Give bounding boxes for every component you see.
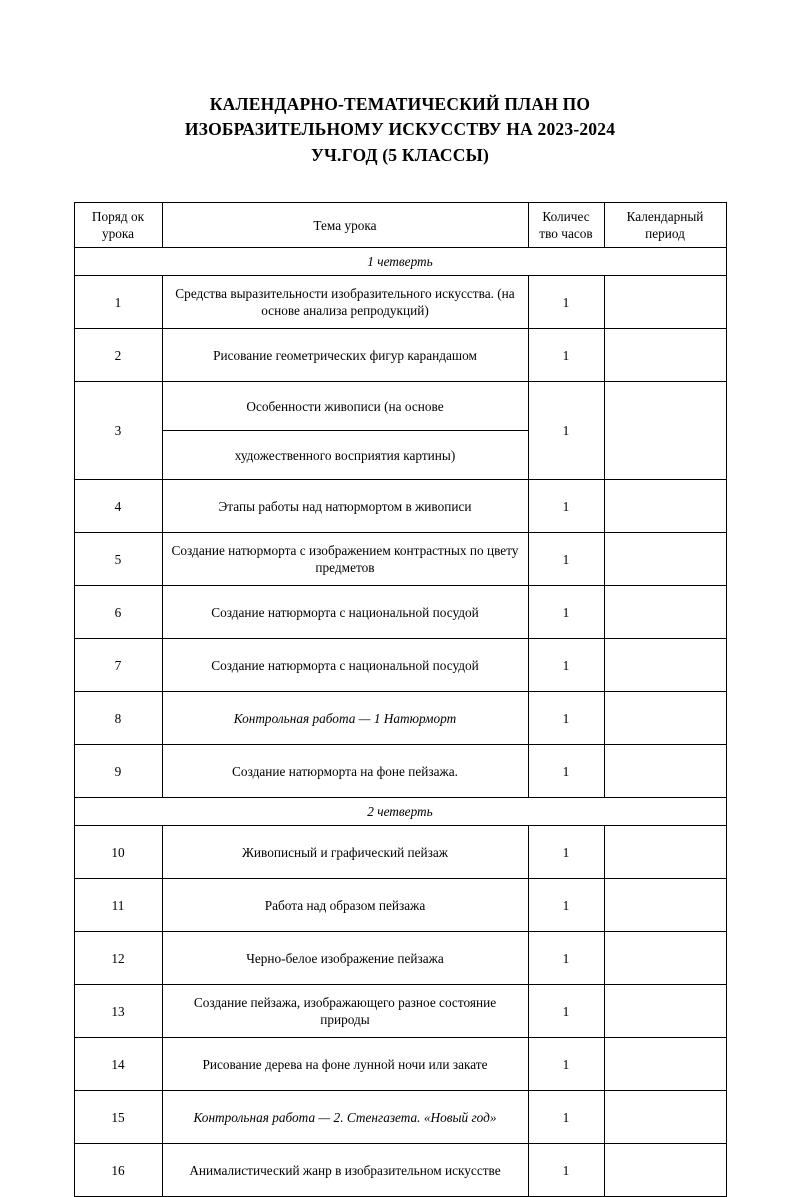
cell-hours: 1: [528, 1144, 604, 1197]
table-row: [74, 586, 726, 639]
header-hours: Количес тво часов: [528, 203, 604, 248]
cell-hours: 1: [528, 533, 604, 586]
cell-period: [604, 692, 726, 745]
cell-theme: Рисование геометрических фигур карандашом: [162, 329, 528, 382]
cell-theme: Анималистический жанр в изобразительном искусстве: [162, 1144, 528, 1197]
cell-order: 5: [74, 533, 162, 586]
cell-hours: 1: [528, 480, 604, 533]
cell-hours: 1: [528, 586, 604, 639]
header-order: Поряд ок урока: [74, 203, 162, 248]
table-row: [74, 1038, 726, 1091]
table-row: [74, 382, 726, 431]
table-body: [74, 248, 726, 1197]
table-row: [74, 1144, 726, 1197]
cell-period: [604, 1038, 726, 1091]
header-theme: Тема урока: [162, 203, 528, 248]
table-header-row: [74, 203, 726, 248]
cell-period: [604, 932, 726, 985]
cell-theme: Рисование дерева на фоне лунной ночи или закате: [162, 1038, 528, 1091]
table-row: [74, 639, 726, 692]
cell-period: [604, 985, 726, 1038]
cell-period: [604, 382, 726, 480]
cell-hours: 1: [528, 329, 604, 382]
table-row: [74, 480, 726, 533]
cell-period: [604, 480, 726, 533]
cell-order: 13: [74, 985, 162, 1038]
cell-order: 6: [74, 586, 162, 639]
cell-order: 15: [74, 1091, 162, 1144]
cell-period: [604, 639, 726, 692]
cell-period: [604, 879, 726, 932]
cell-theme: Работа над образом пейзажа: [162, 879, 528, 932]
table-row: [74, 985, 726, 1038]
cell-order: 7: [74, 639, 162, 692]
cell-hours: 1: [528, 745, 604, 798]
table-row: [74, 533, 726, 586]
cell-theme: Создание натюрморта с изображением контрастных по цвету предметов: [162, 533, 528, 586]
cell-order: 8: [74, 692, 162, 745]
section-heading-row: [74, 248, 726, 276]
header-period: Календарный период: [604, 203, 726, 248]
table-row: [74, 932, 726, 985]
table-row: [74, 879, 726, 932]
cell-theme: Контрольная работа — 2. Стенгазета. «Новый год»: [162, 1091, 528, 1144]
cell-order: 10: [74, 826, 162, 879]
cell-period: [604, 329, 726, 382]
section-label: 1 четверть: [74, 248, 726, 276]
lesson-plan-table: [74, 202, 727, 1197]
cell-hours: 1: [528, 692, 604, 745]
cell-theme: Контрольная работа — 1 Натюрморт: [162, 692, 528, 745]
cell-order: 16: [74, 1144, 162, 1197]
cell-period: [604, 1144, 726, 1197]
cell-theme: Создание натюрморта с национальной посудой: [162, 639, 528, 692]
cell-period: [604, 586, 726, 639]
cell-order: 1: [74, 276, 162, 329]
cell-order: 12: [74, 932, 162, 985]
page-title-line-3: УЧ.ГОД (5 КЛАССЫ): [310, 144, 490, 165]
cell-period: [604, 826, 726, 879]
table-row: [74, 692, 726, 745]
cell-theme: Создание натюрморта на фоне пейзажа.: [162, 745, 528, 798]
table-row: [74, 329, 726, 382]
cell-order: 2: [74, 329, 162, 382]
section-heading-row: [74, 798, 726, 826]
cell-theme: Средства выразительности изобразительного искусства. (на основе анализа репродукций): [162, 276, 528, 329]
cell-period: [604, 276, 726, 329]
table-header: [74, 203, 726, 248]
cell-hours: 1: [528, 1091, 604, 1144]
page-title: [0, 0, 800, 168]
table-row: [74, 826, 726, 879]
cell-hours: 1: [528, 985, 604, 1038]
cell-period: [604, 745, 726, 798]
cell-theme: Создание пейзажа, изображающего разное состояние природы: [162, 985, 528, 1038]
cell-theme: Особенности живописи (на основе: [162, 382, 528, 431]
cell-theme: Этапы работы над натюрмортом в живописи: [162, 480, 528, 533]
table-row: [74, 276, 726, 329]
cell-theme-continued: художественного восприятия картины): [162, 431, 528, 480]
cell-period: [604, 1091, 726, 1144]
cell-hours: 1: [528, 932, 604, 985]
cell-theme: Черно-белое изображение пейзажа: [162, 932, 528, 985]
page-title-line-2: ИЗОБРАЗИТЕЛЬНОМУ ИСКУССТВУ НА 2023-2024: [184, 119, 616, 140]
cell-hours: 1: [528, 639, 604, 692]
cell-period: [604, 533, 726, 586]
cell-hours: 1: [528, 826, 604, 879]
cell-order: 9: [74, 745, 162, 798]
section-label: 2 четверть: [74, 798, 726, 826]
table-row: [74, 1091, 726, 1144]
cell-order: 11: [74, 879, 162, 932]
cell-order: 3: [74, 382, 162, 480]
cell-hours: 1: [528, 276, 604, 329]
table-row: [74, 745, 726, 798]
cell-theme: Создание натюрморта с национальной посудой: [162, 586, 528, 639]
cell-order: 4: [74, 480, 162, 533]
cell-order: 14: [74, 1038, 162, 1091]
cell-hours: 1: [528, 1038, 604, 1091]
cell-hours: 1: [528, 382, 604, 480]
page-title-line-1: КАЛЕНДАРНО-ТЕМАТИЧЕСКИЙ ПЛАН ПО: [209, 94, 591, 114]
cell-theme: Живописный и графический пейзаж: [162, 826, 528, 879]
cell-hours: 1: [528, 879, 604, 932]
